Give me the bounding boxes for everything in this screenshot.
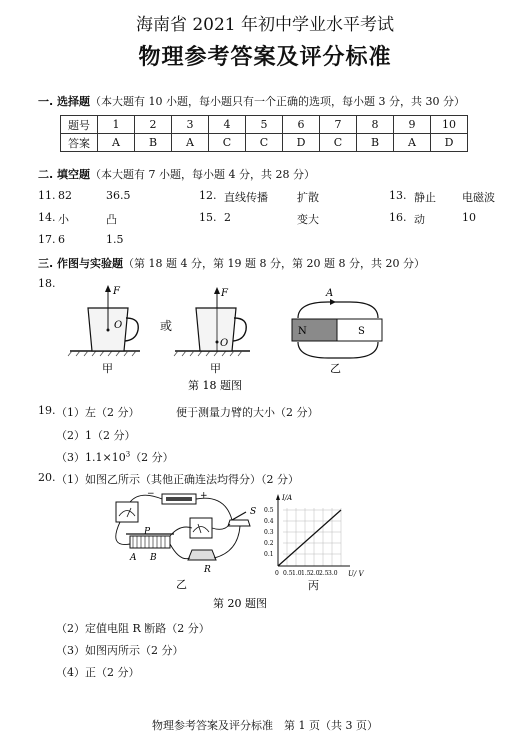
q-answer: A [98, 134, 135, 152]
q18-number: 18. [38, 277, 56, 290]
graph-ytick: 0.4 [264, 518, 274, 525]
fill-answer: 1.5 [106, 233, 124, 246]
q-number: 8 [357, 116, 394, 134]
fill-num: 16. [389, 211, 407, 224]
row-label: 题号 [61, 116, 98, 134]
q20-answer-2: （2）定值电阻 R 断路（2 分） [56, 622, 210, 635]
exam-title: 海南省 2021 年初中学业水平考试 [135, 15, 395, 35]
q19-answer-1b: 便于测量力臂的大小（2 分） [176, 406, 319, 419]
graph-xtick: 3.0 [328, 570, 338, 577]
fill-answer: 6 [58, 233, 65, 246]
fig-label-jia-1: 甲 [102, 362, 113, 375]
fig-label-bing: 丙 [308, 579, 319, 592]
graph-xlabel: U/ V [348, 570, 364, 578]
page-footer: 物理参考答案及评分标准 第 1 页（共 3 页） [152, 719, 378, 732]
figure-18-caption: 第 18 题图 [188, 379, 242, 392]
fill-answer: 82 [58, 189, 72, 202]
fill-num: 13. [389, 189, 407, 202]
circuit-diagram [116, 494, 250, 560]
graph-ytick: 0.5 [264, 507, 274, 514]
section3-heading: 三. 作图与实验题 [38, 257, 124, 270]
fill-answer: 10 [462, 211, 476, 224]
fig-label-yi-20: 乙 [176, 578, 187, 591]
fill-answer: 变大 [297, 213, 319, 226]
graph-ytick: 0.1 [264, 551, 274, 558]
force-label-1: F [113, 286, 120, 297]
graph-xtick: 2.5 [319, 570, 329, 577]
cup-diagram-1 [68, 285, 140, 356]
fill-num: 12. [199, 189, 217, 202]
graph-ytick: 0.2 [264, 540, 274, 547]
force-label-2: F [221, 288, 228, 299]
q-answer: D [431, 134, 468, 152]
graph-xtick: 0 [275, 570, 279, 577]
section3-header [38, 255, 425, 271]
q-answer: D [283, 134, 320, 152]
resistor-label-R: R [204, 565, 211, 575]
section1-heading: 一. 选择题 [38, 95, 91, 108]
q19-answer-3-base: （3）1.1×10 [56, 451, 126, 464]
q19-answer-3 [56, 449, 174, 465]
fill-answer: 凸 [106, 213, 117, 226]
table-row-numbers [61, 116, 468, 134]
figure-20 [100, 488, 390, 613]
q19-answer-3-exp: 3 [125, 450, 131, 459]
q20-answer-4: （4）正（2 分） [56, 666, 140, 679]
q19-answer-2: （2）1（2 分） [56, 429, 136, 442]
q-answer: A [394, 134, 431, 152]
pole-label-S: S [358, 326, 365, 337]
battery-plus: + [200, 491, 208, 501]
cup-diagram-2 [174, 287, 250, 356]
terminal-label-B: B [150, 553, 157, 563]
row-label: 答案 [61, 134, 98, 152]
center-label-1: O [114, 320, 123, 331]
q19-number: 19. [38, 404, 56, 417]
fill-num: 11. [38, 189, 56, 202]
q-answer: A [172, 134, 209, 152]
section1-note: （本大题有 10 小题，每小题只有一个正确的选项，每小题 3 分，共 30 分） [90, 95, 465, 108]
q-number: 6 [283, 116, 320, 134]
iu-graph [276, 494, 350, 566]
q-number: 3 [172, 116, 209, 134]
fig-label-yi: 乙 [330, 362, 341, 375]
fill-answer: 36.5 [106, 189, 131, 202]
fig-label-jia-2: 甲 [210, 362, 221, 375]
figure-18 [60, 282, 390, 400]
pole-label-N: N [298, 326, 307, 337]
graph-ytick: 0.3 [264, 529, 274, 536]
terminal-label-A: A [130, 553, 137, 563]
section2-note: （本大题有 7 小题，每小题 4 分，共 28 分） [90, 168, 315, 181]
q-answer: B [135, 134, 172, 152]
q19-answer-3-score: （2 分） [130, 451, 174, 464]
answer-table [60, 115, 468, 152]
q-answer: C [320, 134, 357, 152]
doc-subtitle: 物理参考答案及评分标准 [138, 45, 392, 70]
q-number: 4 [209, 116, 246, 134]
fill-answer: 静止 [414, 191, 436, 204]
graph-xtick: 1.5 [301, 570, 311, 577]
q20-answer-1: （1）如图乙所示（其他正确连法均得分）（2 分） [56, 473, 299, 486]
fill-answer: 2 [224, 211, 231, 224]
q20-answer-3: （3）如图丙所示（2 分） [56, 644, 184, 657]
graph-xtick: 2.0 [310, 570, 320, 577]
q19-answer-1: （1）左（2 分） [56, 406, 140, 419]
switch-label-S: S [250, 507, 257, 517]
fill-answer: 直线传播 [224, 191, 268, 204]
section1-header [38, 93, 465, 109]
section3-note: （第 18 题 4 分，第 19 题 8 分，第 20 题 8 分，共 20 分） [123, 257, 425, 270]
fill-answer: 小 [58, 213, 69, 226]
slider-label-P: P [144, 527, 151, 537]
fill-num: 14. [38, 211, 56, 224]
q-number: 2 [135, 116, 172, 134]
q-number: 10 [431, 116, 468, 134]
fill-answer: 动 [414, 213, 425, 226]
q-number: 9 [394, 116, 431, 134]
section2-heading: 二. 填空题 [38, 168, 91, 181]
or-label: 或 [160, 319, 173, 333]
table-row-answers [61, 134, 468, 152]
q-number: 1 [98, 116, 135, 134]
fill-answer: 电磁波 [462, 191, 495, 204]
graph-xtick: 0.5 [283, 570, 293, 577]
graph-ylabel: I/A [282, 494, 293, 502]
q-answer: B [357, 134, 394, 152]
figure-20-caption: 第 20 题图 [213, 597, 267, 610]
q-answer: C [209, 134, 246, 152]
fill-answer: 扩散 [297, 191, 319, 204]
q-number: 5 [246, 116, 283, 134]
center-label-2: O [220, 338, 229, 349]
graph-xtick: 1.0 [292, 570, 302, 577]
fill-num: 17. [38, 233, 56, 246]
fill-num: 15. [199, 211, 217, 224]
battery-minus: − [147, 489, 155, 499]
point-label-A: A [326, 288, 334, 299]
section2-header [38, 166, 315, 182]
q-answer: C [246, 134, 283, 152]
q20-number: 20. [38, 471, 56, 484]
q-number: 7 [320, 116, 357, 134]
